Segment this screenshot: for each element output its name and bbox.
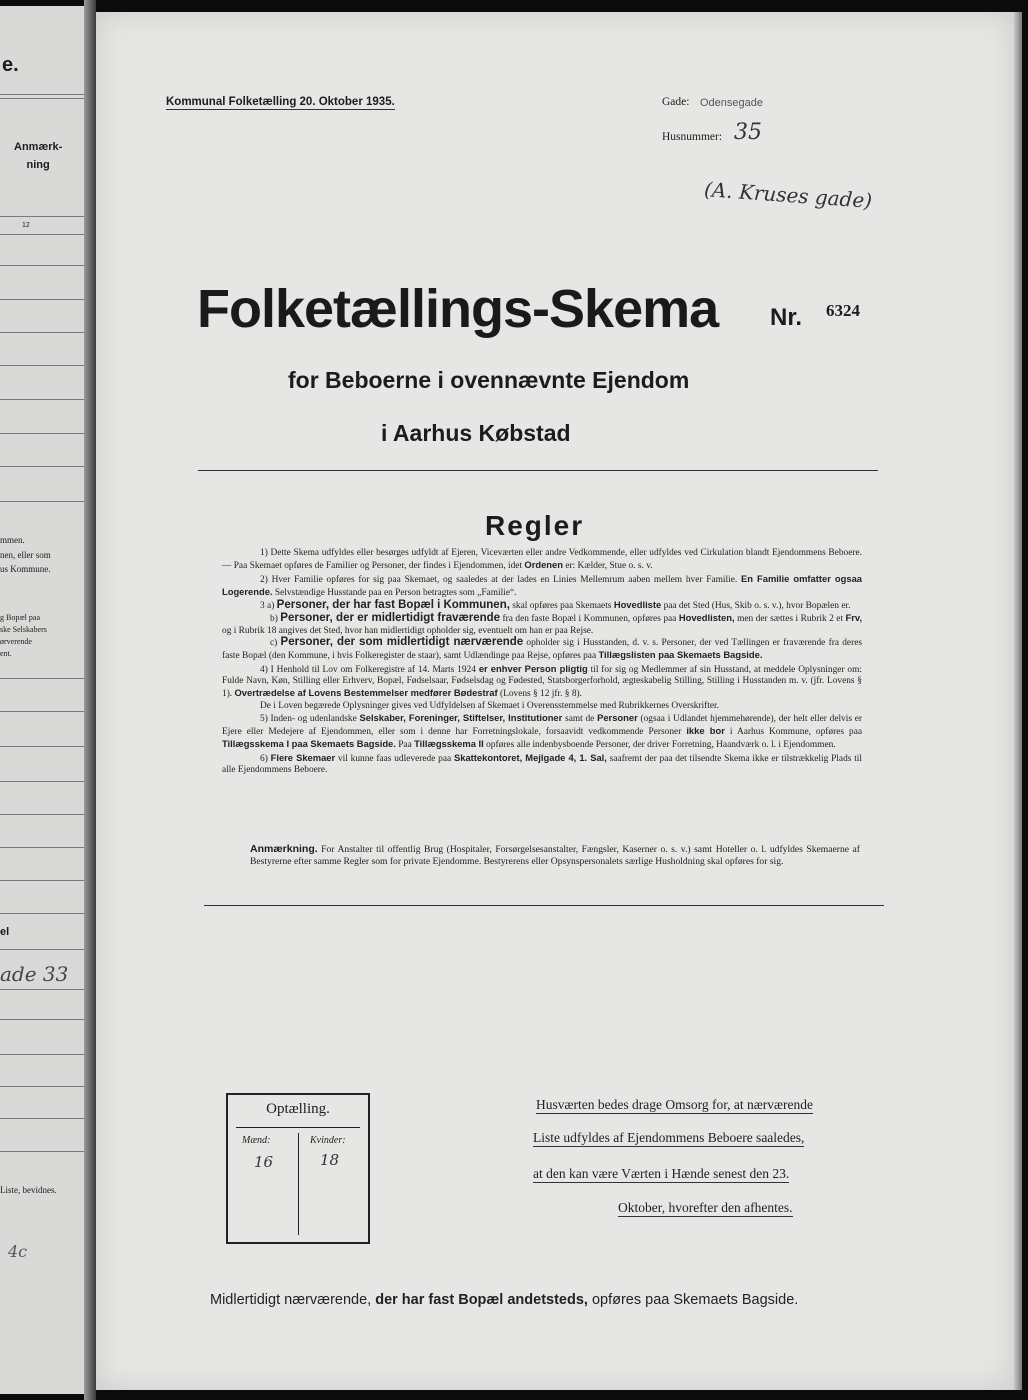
- left-column-header: Anmærk- ning: [14, 141, 63, 171]
- census-title: Kommunal Folketælling 20. Oktober 1935.: [166, 96, 395, 108]
- left-fragment-9: Liste, bevidnes.: [0, 1185, 57, 1195]
- maend-label: Mænd:: [242, 1135, 271, 1146]
- form-subtitle-2: i Aarhus Købstad: [381, 420, 571, 446]
- book-gutter: [84, 0, 96, 1400]
- optaelling-title: Optælling.: [266, 1101, 330, 1117]
- title-divider: [198, 470, 878, 471]
- maend-count: 16: [254, 1153, 274, 1171]
- anmaerkning-label: Anmærkning.: [250, 843, 318, 855]
- footer-note-pre: Midlertidigt nærværende,: [210, 1292, 372, 1308]
- left-column-number: 12: [22, 222, 30, 229]
- left-fragment-5: ske Selskabers: [0, 625, 47, 634]
- left-fragment-6: ørverende: [0, 637, 32, 646]
- optaelling-box: [226, 1093, 370, 1244]
- form-title: Folketællings-Skema: [197, 279, 719, 339]
- notice-line-4: Oktober, hvorefter den afhentes.: [618, 1200, 793, 1215]
- kvinder-count: 18: [320, 1151, 340, 1169]
- left-fragment-4: g Bopæl paa: [0, 613, 40, 622]
- footer-note: [210, 1292, 798, 1308]
- form-subtitle-1: for Beboerne i ovennævnte Ejendom: [288, 367, 690, 393]
- left-fragment-7: ent.: [0, 649, 12, 658]
- rules-text: 1) Dette Skema udfyldes eller besørges udfyldt af Ejeren, Viceværten eller andre Vedkommende, eller udfyldes ved Cirkulation blandt Ejendommens Beboere. — Paa Skemaet opføres de Familier og Personer, der findes i Ejendommen, idet Ordenen er: Kælder, Stue o. s. v. 2) Hver Familie opføres for sig paa Skemaet, og saaledes at der lades en Linies Mellemrum aaben mellem hver Familie. En Familie omfatter ogsaa Logerende. Selvstændige Husstande paa en Person betragtes som „Familie“. 3 a) Personer, der har fast Bopæl i Kommunen, skal opføres paa Skemaets Hovedliste paa det Sted (Hus, Skib o. s. v.), hvor Bopælen er. b) Personer, der er midlertidigt fraværende fra den faste Bopæl i Kommunen, opføres paa Hovedlisten, men der sættes i Rubrik 2 et Frv, og i Rubrik 18 angives det Sted, hvor han midlertidigt opholder sig, eventuelt om han er paa Rejse. c) Personer, der som midlertidigt nærværende opholder sig i Husstanden, d. v. s. Personer, der ved Tællingen er fraværende fra deres faste Bopæl (den Kommune, i hvis Folkeregister de staar), samt Udlændinge paa Rejse, opføres paa Tillægslisten paa Skemaets Bagside. 4) I Henhold til Lov om Folkeregistre af 14. Marts 1924 er enhver Person pligtig til for sig og Medlemmer af sin Husstand, at meddele Oplysninger om: Fulde Navn, Køn, Stilling eller Erhverv, Bopæl, Fødselsaar, Fødselsdag og Fødested, Statsborgerforhold, ægteskabelig Stilling, Stilling i Husstanden m. v. (jfr. Lovens § 1). Overtrædelse af Lovens Bestemmelser medfører Bødestraf (Lovens § 12 jfr. § 8). De i Loven begærede Oplysninger gives ved Udfyldelsen af Skemaet i Overensstemmelse med Rubrikkernes Overskrifter. 5) Inden- og udenlandske Selskaber, Foreninger, Stiftelser, Institutioner samt de Personer (ogsaa i Udlandet hjemmehørende), der helt eller delvis er Ejere eller Medejere af Ejendommen, eller som i denne har Forretningslokale, forsaavidt vedkommende Personer ikke bor i Aarhus Kommune, opføres paa Tillægsskema I paa Skemaets Bagside. Paa Tillægsskema II opføres alle indenbysboende Personer, der driver Forretning, Haandværk o. l. i Ejendommen. 6) Flere Skemaer vil kunne faas udleverede paa Skattekontoret, Mejlgade 4, 1. Sal, saafremt der paa det tilsendte Skema ikke er tilstrækkelig Plads til alle Ejendommens Beboere.: [222, 548, 863, 776]
- rules-heading: Regler: [485, 510, 585, 541]
- notice-line-1: Husværten bedes drage Omsorg for, at nærværende: [536, 1097, 814, 1112]
- gade-value: Odensegade: [700, 97, 763, 109]
- notice-line-2: Liste udfyldes af Ejendommens Beboere saaledes,: [533, 1130, 805, 1145]
- husnummer-label: Husnummer:: [662, 131, 723, 143]
- anmaerkning-note: [250, 843, 860, 868]
- left-handwritten-bottom: 4c: [8, 1242, 28, 1261]
- page-edge: [1014, 12, 1022, 1390]
- footer-note-bold: der har fast Bopæl andetsteds,: [375, 1292, 588, 1308]
- left-fragment-1: mmen.: [0, 535, 25, 545]
- nr-label: Nr.: [770, 304, 803, 331]
- note-divider: [204, 905, 884, 906]
- left-fragment-2: nen, eller som: [0, 550, 51, 560]
- anmaerkning-text: For Anstalter til offentlig Brug (Hospitaler, Forsørgelsesanstalter, Fængsler, Kaserner o. s. v.) samt Hoteller o. l. udfyldes Skemaerne af Bestyrerne efter samme Regler som for private Ejendomme. Bestyrerens eller Opsynspersonalets særlige Husholdning skal opføres for sig.: [250, 844, 860, 867]
- left-fragment-8: el: [0, 926, 10, 938]
- handwritten-street-note: (A. Kruses gade): [703, 177, 873, 213]
- husnummer-value: 35: [734, 120, 762, 145]
- left-heading-fragment: e.: [2, 54, 19, 76]
- left-fragment-3: us Kommune.: [0, 564, 51, 574]
- footer-note-post: opføres paa Skemaets Bagside.: [591, 1292, 799, 1308]
- kvinder-label: Kvinder:: [310, 1135, 346, 1146]
- gade-label: Gade:: [662, 96, 690, 108]
- form-number: 6324: [826, 301, 860, 320]
- left-handwritten-street: ade 33: [0, 962, 69, 986]
- left-page-fragment: [0, 6, 86, 1394]
- notice-line-3: at den kan være Værten i Hænde senest den 23.: [533, 1166, 790, 1181]
